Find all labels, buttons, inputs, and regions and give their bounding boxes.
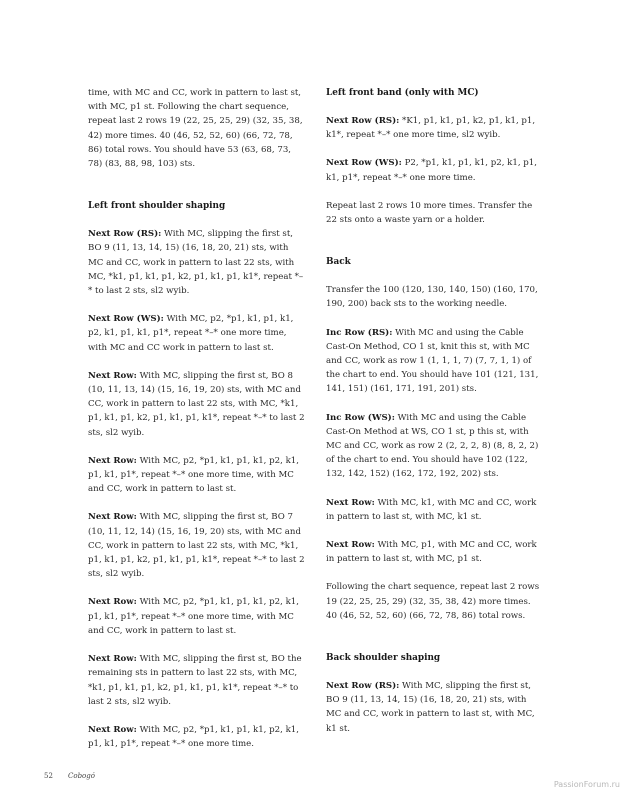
row-label: Next Row:: [88, 654, 137, 665]
row-text: With MC and using the Cable Cast-On Method at WS, CO 1 st, p this st, with MC and CC, work as row 2 (2, 2, 2, 8) (8, 8, 2, 2) of the chart to end. You should have 102 (122, 132, 142, 152) (162, 172, 192, 202) sts.: [326, 412, 539, 480]
section-heading-back: Back: [326, 257, 351, 268]
row-label: Next Row:: [88, 512, 137, 523]
row-text: With MC, p2, *p1, k1, p1, k1, p2, k1, p1, k1, p1*, repeat *–* one more time, with MC and CC work in pattern to last st.: [88, 314, 294, 353]
intro-paragraph: time, with MC and CC, work in pattern to last st, with MC, p1 st. Following the chart sequence, repeat last 2 rows 19 (22, 25, 25, 29) (32, 35, 38, 42) more times. 40 (46, 52, 52, 60) (66, 72, 78, 86) total rows. You should have 53 (63, 68, 73, 78) (83, 88, 98, 103) sts.: [88, 88, 303, 170]
row-label: Inc Row (WS):: [326, 412, 395, 423]
instruction-row: [88, 595, 306, 638]
row-label: Next Row:: [88, 597, 137, 608]
instruction-row: [88, 312, 306, 355]
row-label: Next Row (WS):: [326, 158, 402, 169]
watermark: PassionForum.ru: [553, 780, 620, 789]
row-text: With MC, slipping the first st, BO 9 (11, 13, 14, 15) (16, 18, 20, 21) sts, with MC and CC, work in pattern to last st, with MC, k1 st.: [326, 681, 535, 734]
instruction-row: [88, 454, 306, 497]
back-sequence-paragraph: Following the chart sequence, repeat last 2 rows 19 (22, 25, 25, 29) (32, 35, 38, 42) more times. 40 (46, 52, 52, 60) (66, 72, 78, 86) total rows.: [326, 582, 540, 621]
row-text: With MC, slipping the first st, BO 8 (10, 11, 13, 14) (15, 16, 19, 20) sts, with MC and CC, work in pattern to last 22 sts, with MC, *k1, p1, k1, p1, k2, p1, k1, p1, k1*, repeat *–* to last 2 sts, sl2 wyib.: [88, 370, 305, 438]
row-label: Next Row:: [326, 540, 375, 551]
section-heading-left-front-shoulder: Left front shoulder shaping: [88, 201, 226, 212]
left-front-band-rows: [326, 114, 544, 185]
instruction-row: [326, 114, 544, 142]
row-label: Next Row:: [88, 724, 137, 735]
row-text: With MC, slipping the first st, BO 9 (11, 13, 14, 15) (16, 18, 20, 21) sts, with MC and CC, work in pattern to last 22 sts, with MC, *k1, p1, k1, p1, k2, p1, k1, p1, k1*, repeat *–* to last 2 sts, sl2 wyib.: [88, 229, 304, 297]
row-label: Next Row (RS):: [326, 116, 400, 126]
row-text: With MC, slipping the first st, BO 7 (10, 11, 12, 14) (15, 16, 19, 20) sts, with MC and CC, work in pattern to last 22 sts, with MC, *k1, p1, k1, p1, k2, p1, k1, p1, k1*, repeat *–* to last 2 sts, sl2 wyib.: [88, 512, 305, 580]
left-column: [88, 86, 306, 765]
back-shoulder-rows: [326, 679, 544, 736]
row-label: Next Row:: [326, 497, 375, 508]
row-label: Next Row:: [88, 370, 137, 381]
row-text: With MC, p2, *p1, k1, p1, k1, p2, k1, p1, k1, p1*, repeat *–* one more time.: [88, 724, 299, 750]
band-repeat-paragraph: Repeat last 2 rows 10 more times. Transfer the 22 sts onto a waste yarn or a holder.: [326, 200, 533, 226]
row-label: Inc Row (RS):: [326, 327, 393, 338]
row-text: *K1, p1, k1, p1, k2, p1, k1, p1, k1*, repeat *–* one more time, sl2 wyib.: [326, 116, 536, 141]
back-rows: [326, 326, 544, 567]
row-label: Next Row (WS):: [88, 314, 164, 325]
row-text: With MC and using the Cable Cast-On Method, CO 1 st, knit this st, with MC and CC, work as row 1 (1, 1, 1, 7) (7, 7, 1, 1) of the chart to end. You should have 101 (121, 131, 141, 151) (161, 171, 191, 201) sts.: [326, 327, 539, 395]
instruction-row: [88, 227, 306, 298]
row-text: With MC, p2, *p1, k1, p1, k1, p2, k1, p1, k1, p1*, repeat *–* one more time, with MC and CC, work in pattern to last st.: [88, 597, 299, 636]
instruction-row: [88, 723, 306, 751]
instruction-row: [88, 510, 306, 581]
back-transfer-paragraph: Transfer the 100 (120, 130, 140, 150) (160, 170, 190, 200) back sts to the working needle.: [326, 285, 538, 310]
instruction-row: [88, 652, 306, 709]
row-text: With MC, p2, *p1, k1, p1, k1, p2, k1, p1, k1, p1*, repeat *–* one more time, with MC and CC, work in pattern to last st.: [88, 455, 299, 495]
row-text: With MC, slipping the first st, BO the remaining sts in pattern to last 22 sts, with MC, *k1, p1, k1, p1, k2, p1, k1, p1, k1*, repeat *–* to last 2 sts, sl2 wyib.: [88, 654, 302, 707]
page-number: 52: [44, 772, 53, 780]
instruction-row: [326, 411, 544, 482]
instruction-row: [326, 679, 544, 736]
section-heading-back-shoulder: Back shoulder shaping: [326, 653, 441, 664]
row-text: With MC, p1, with MC and CC, work in pattern to last st, with MC, p1 st.: [326, 540, 537, 565]
row-label: Next Row (RS):: [88, 229, 162, 240]
row-label: Next Row:: [88, 455, 137, 466]
row-label: Next Row (RS):: [326, 681, 400, 692]
left-front-shoulder-rows: [88, 227, 306, 751]
section-heading-left-front-band: Left front band (only with MC): [326, 88, 479, 98]
magazine-name: Cobogó: [68, 772, 95, 780]
instruction-row: [326, 496, 544, 524]
instruction-row: [88, 369, 306, 440]
instruction-row: [326, 538, 544, 566]
instruction-row: [326, 156, 544, 184]
row-text: P2, *p1, k1, p1, k1, p2, k1, p1, k1, p1*, repeat *–* one more time.: [326, 158, 537, 183]
instruction-row: [326, 326, 544, 397]
right-column: [326, 86, 544, 750]
row-text: With MC, k1, with MC and CC, work in pattern to last st, with MC, k1 st.: [326, 497, 537, 522]
